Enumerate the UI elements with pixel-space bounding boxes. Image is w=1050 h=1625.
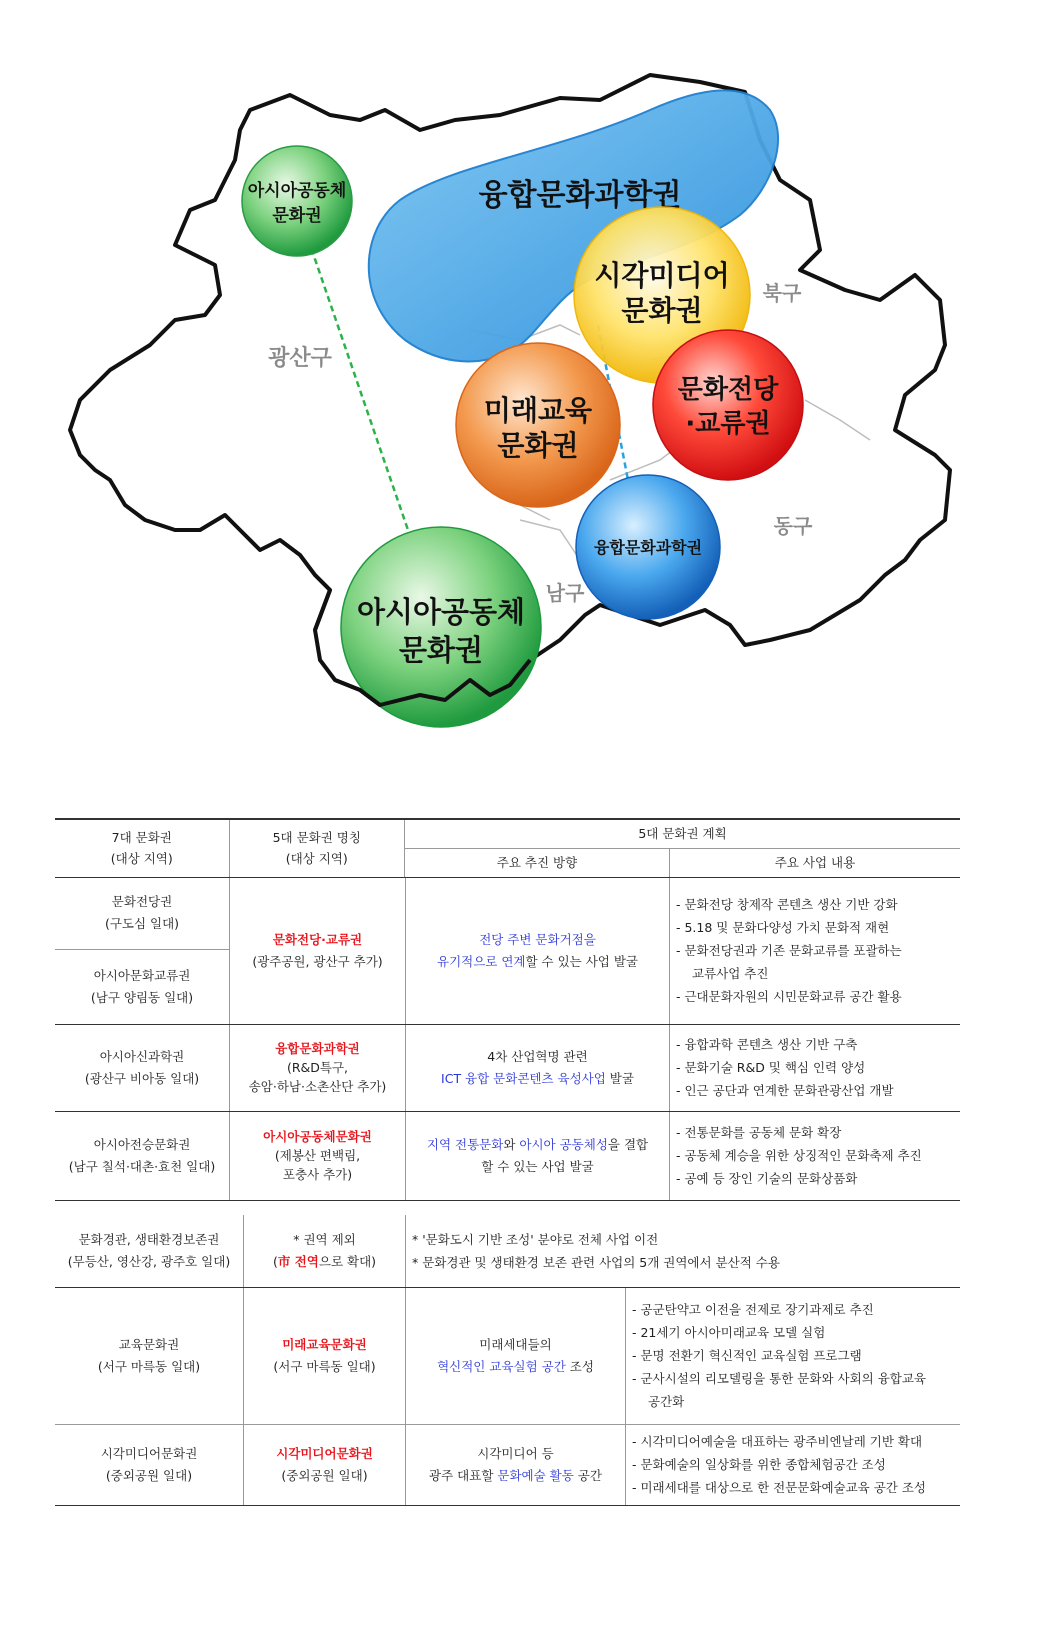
header-direction: 주요 추진 방향 xyxy=(496,854,578,870)
district-gwangsan: 광산구 xyxy=(268,346,332,371)
asia-community-big-label-2: 문화권 xyxy=(398,633,484,667)
list-item: - 공동체 계승을 위한 상징적인 문화축제 추진 xyxy=(676,1148,922,1164)
list-item: - 문화전당권과 기존 문화교류를 포괄하는 xyxy=(676,943,902,959)
g1-areas xyxy=(55,878,229,1024)
list-item: - 공군탄약고 이전을 전제로 장기과제로 추진 xyxy=(632,1301,874,1317)
g4-area: 문화경관, 생태환경보존권 (무등산, 영산강, 광주호 일대) xyxy=(67,1231,231,1269)
list-item: - 21세기 아시아미래교육 모델 실험 xyxy=(632,1325,826,1341)
district-dong: 동구 xyxy=(773,514,813,538)
g6-area: 시각미디어문화권 (중외공원 일대) xyxy=(100,1445,198,1483)
g5-area: 교육문화권 (서구 마륵동 일대) xyxy=(97,1336,201,1374)
g4-notes: * '문화도시 기반 조성' 분야로 전체 사업 이전 * 문화경관 및 생태환경 보존 관련 사업의 5개 권역에서 분산적 수용 xyxy=(405,1215,960,1287)
asia-community-big-label-1: 아시아공동체 xyxy=(356,595,526,629)
district-buk: 북구 xyxy=(762,281,802,305)
g6-projects xyxy=(625,1425,960,1505)
convergence-small-label: 융합문화과학권 xyxy=(593,538,703,557)
visual-media-label-2: 문화권 xyxy=(621,294,703,327)
g3-direction: 지역 전통문화와 아시아 공동체성을 결합 할 수 있는 사업 발굴 xyxy=(405,1112,669,1200)
g5-projects xyxy=(625,1288,960,1424)
g1-area-2: 아시아문화교류권 (남구 양림동 일대) xyxy=(90,967,194,1005)
table-row xyxy=(55,1288,960,1425)
list-item: - 미래세대를 대상으로 한 전문문화예술교육 공간 조성 xyxy=(632,1480,927,1496)
convergence-zone-label: 융합문화과학권 xyxy=(478,178,682,213)
header-plan-group xyxy=(404,820,960,877)
g2-projects xyxy=(669,1025,960,1111)
header-5zones: 5대 문화권 명칭 (대상 지역) xyxy=(229,820,405,877)
table-gap xyxy=(55,1201,960,1215)
table-header xyxy=(55,818,960,878)
future-education-label-2: 문화권 xyxy=(497,429,579,462)
g6-direction: 시각미디어 등 광주 대표할 문화예술 활동 공간 xyxy=(405,1425,625,1505)
table-row xyxy=(55,1215,960,1288)
list-item: - 시각미디어예술을 대표하는 광주비엔날레 기반 확대 xyxy=(632,1434,923,1450)
cultural-zone-map xyxy=(0,0,1050,800)
g3-name: 아시아공동체문화권 (제봉산 편백림, 포충사 추가) xyxy=(229,1112,405,1200)
asia-community-small-label-1: 아시아공동체 xyxy=(247,181,347,201)
g3-projects xyxy=(669,1112,960,1200)
list-item: - 근대문화자원의 시민문화교류 공간 활용 xyxy=(676,989,902,1005)
header-7zones: 7대 문화권 (대상 지역) xyxy=(110,829,173,867)
g1-projects xyxy=(669,878,960,1024)
g5-direction: 미래세대들의 혁신적인 교육실험 공간 조성 xyxy=(405,1288,625,1424)
list-item: - 전통문화를 공동체 문화 확장 xyxy=(676,1125,842,1141)
g3-area: 아시아전승문화권 (남구 칠석·대촌·효천 일대) xyxy=(68,1136,216,1174)
culture-hall-label-1: 문화전당 xyxy=(677,375,779,405)
g1-name: 문화전당·교류권 (광주공원, 광산구 추가) xyxy=(229,878,405,1024)
g2-area: 아시아신과학권 (광산구 비아동 일대) xyxy=(84,1048,200,1086)
future-education-label-1: 미래교육 xyxy=(483,394,593,427)
list-item: - 융합과학 콘텐츠 생산 기반 구축 xyxy=(676,1037,858,1053)
list-item: 교류사업 추진 xyxy=(692,966,769,982)
list-item: - 군사시설의 리모델링을 통한 문화와 사회의 융합교육 xyxy=(632,1371,927,1387)
header-projects: 주요 사업 내용 xyxy=(669,849,960,877)
table-row xyxy=(55,1112,960,1201)
list-item: - 인근 공단과 연계한 문화관광산업 개발 xyxy=(676,1083,894,1099)
list-item: - 문화기술 R&D 및 핵심 인력 양성 xyxy=(676,1060,866,1076)
g2-direction: 4차 산업혁명 관련 ICT 융합 문화콘텐츠 육성사업 발굴 xyxy=(405,1025,669,1111)
header-plan: 5대 문화권 계획 xyxy=(405,820,960,849)
g1-area-1: 문화전당권 (구도심 일대) xyxy=(55,878,229,950)
table-row xyxy=(55,1425,960,1506)
asia-community-small-circle xyxy=(242,146,352,256)
g1-direction: 전당 주변 문화거점을 유기적으로 연계할 수 있는 사업 발굴 xyxy=(405,878,669,1024)
list-item: - 문화전당 창제작 콘텐츠 생산 기반 강화 xyxy=(676,896,898,912)
list-item: - 문명 전환기 혁신적인 교육실험 프로그램 xyxy=(632,1348,862,1364)
district-nam: 남구 xyxy=(545,581,585,605)
asia-community-small-label-2: 문화권 xyxy=(272,206,322,226)
g6-name: 시각미디어문화권 (중외공원 일대) xyxy=(243,1425,405,1505)
table-row xyxy=(55,878,960,1025)
g5-name: 미래교육문화권 (서구 마륵동 일대) xyxy=(243,1288,405,1424)
list-item: 공간화 xyxy=(648,1394,685,1410)
culture-hall-label-2: ·교류권 xyxy=(685,409,771,439)
header-plan-subcols xyxy=(405,849,960,877)
cultural-zone-table xyxy=(55,818,960,1506)
list-item: - 공예 등 장인 기술의 문화상품화 xyxy=(676,1171,858,1187)
culture-hall-circle xyxy=(653,330,803,480)
g4-excluded: * 권역 제외 (市 전역으로 확대) xyxy=(243,1215,405,1287)
list-item: - 문화예술의 일상화를 위한 종합체험공간 조성 xyxy=(632,1457,886,1473)
visual-media-label-1: 시각미디어 xyxy=(594,259,730,292)
table-row xyxy=(55,1025,960,1112)
g2-name: 융합문화과학권 (R&D특구, 송암·하남·소촌산단 추가) xyxy=(229,1025,405,1111)
list-item: - 5.18 및 문화다양성 가치 문화적 재현 xyxy=(676,920,890,936)
